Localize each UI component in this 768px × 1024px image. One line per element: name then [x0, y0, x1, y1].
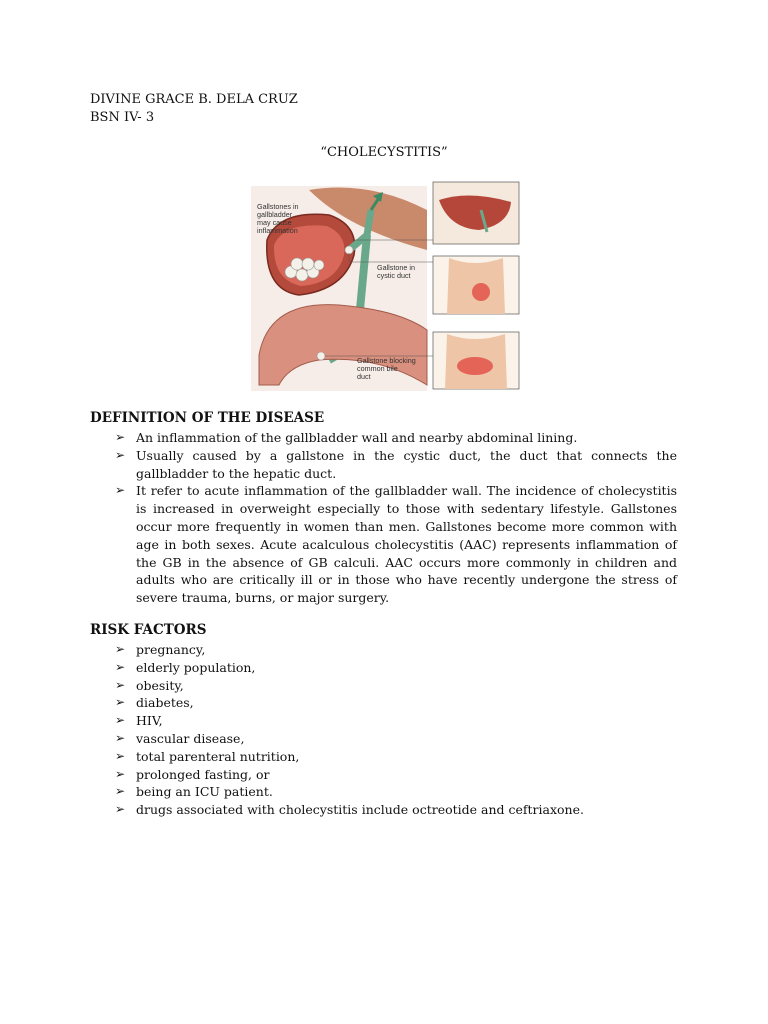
- bullet-arrow-icon: ➢: [115, 784, 126, 799]
- list-item: ➢ vascular disease,: [115, 730, 245, 746]
- bullet-arrow-icon: ➢: [115, 642, 126, 656]
- bullet-arrow-icon: ➢: [115, 766, 126, 781]
- list-item: ➢ total parenteral nutrition,: [115, 748, 300, 764]
- bullet-arrow-icon: ➢: [115, 447, 126, 462]
- bullet-arrow-icon: ➢: [115, 730, 126, 745]
- bullet-arrow-icon: ➢: [115, 802, 126, 817]
- list-item: ➢ prolonged fasting, or: [115, 766, 270, 782]
- list-item: ➢ HIV,: [115, 713, 163, 729]
- list-item: ➢ obesity,: [115, 677, 184, 693]
- risk-factors-list: [115, 641, 677, 819]
- bullet-arrow-icon: ➢: [115, 659, 126, 674]
- bullet-arrow-icon: ➢: [115, 748, 126, 763]
- list-item: ➢ It refer to acute inflammation of the gallbladder wall. The incidence of cholecystitis is increased in overweight especially to those with sedentary lifestyle. Gallstones occur more frequently in women than men. Gallstones become more common with age in both sexes. Acute acalculous cholecystitis (AAC) represents inflammation of the GB in the absence of GB calculi. AAC occurs more commonly in children and adults who are critically ill or in those who have recently undergone the stress of severe trauma, burns, or major surgery.: [115, 483, 677, 606]
- list-item: ➢ drugs associated with cholecystitis include octreotide and ceftriaxone.: [115, 802, 584, 818]
- bullet-arrow-icon: ➢: [115, 430, 126, 444]
- cholecystitis-illustration: [249, 180, 521, 391]
- figure-label-bile-2: duct: [357, 372, 371, 381]
- definition-list: [115, 429, 677, 607]
- figure-label-bile-1: common bile: [357, 364, 398, 373]
- list-item: ➢ being an ICU patient.: [115, 784, 273, 800]
- author-name: DIVINE GRACE B. DELA CRUZ: [90, 92, 298, 107]
- document-title: “CHOLECYSTITIS”: [320, 145, 448, 160]
- risk-factors-heading: RISK FACTORS: [90, 622, 207, 638]
- list-item: ➢ diabetes,: [115, 695, 194, 711]
- figure-label-gallbladder-3: inflammation: [257, 226, 298, 235]
- figure-label-cystic-0: Gallstone in: [377, 263, 415, 272]
- figure-label-gallbladder-1: gallbladder: [257, 210, 293, 219]
- author-block: [90, 91, 298, 127]
- course-section: BSN IV- 3: [90, 110, 155, 125]
- list-item: ➢ elderly population,: [115, 659, 256, 675]
- list-item: ➢ An inflammation of the gallbladder wall and nearby abdominal lining.: [115, 430, 578, 445]
- bullet-arrow-icon: ➢: [115, 713, 126, 728]
- list-item: ➢ pregnancy,: [115, 642, 206, 657]
- figure-label-gallbladder-2: may cause: [257, 218, 292, 227]
- figure-label-bile-0: Gallstone blocking: [357, 356, 416, 365]
- bullet-arrow-icon: ➢: [115, 677, 126, 692]
- figure-label-cystic-1: cystic duct: [377, 271, 411, 280]
- list-item: ➢ Usually caused by a gallstone in the cystic duct, the duct that connects the gallbladder to the hepatic duct.: [115, 447, 677, 481]
- figure-label-gallbladder-0: Gallstones in: [257, 202, 299, 211]
- bullet-arrow-icon: ➢: [115, 483, 126, 498]
- bullet-arrow-icon: ➢: [115, 695, 126, 710]
- definition-heading: DEFINITION OF THE DISEASE: [90, 410, 325, 426]
